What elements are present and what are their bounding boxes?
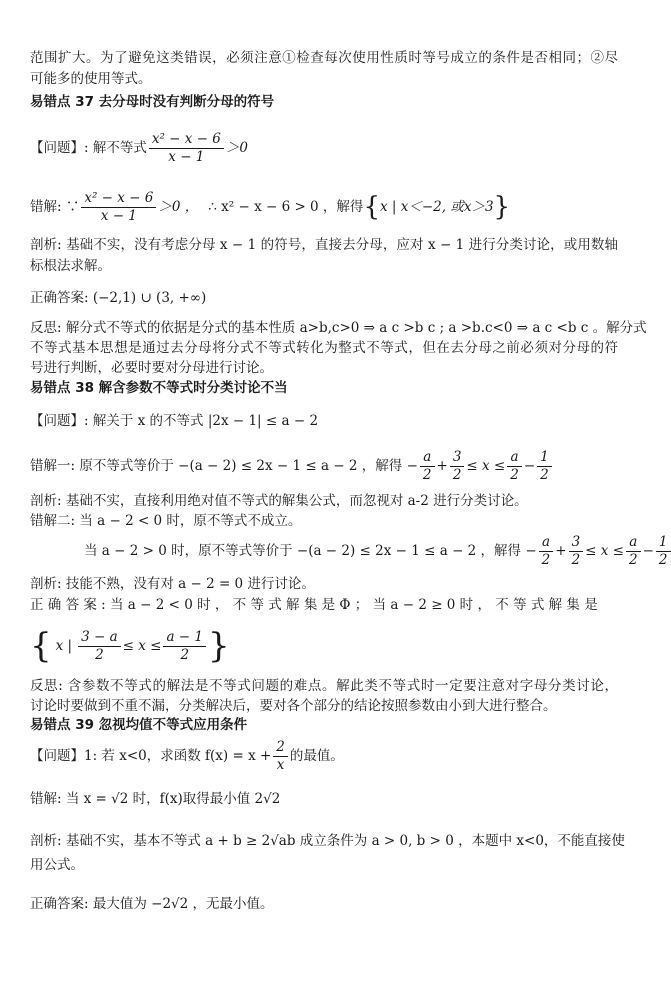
- s37-reflect-line-2: 不等式基本思想是通过去分母将分式不等式转化为整式不等式，但在去分母之前必须对分母的符: [30, 340, 618, 356]
- s37-analysis-line-2: 标根法求解。: [30, 258, 111, 274]
- s38-wrong-1-text: 错解一: 原不等式等价于 −(a − 2) ≤ 2x − 1 ≤ a − 2 ，解得 −: [30, 457, 418, 474]
- frac-denominator: 2: [452, 466, 462, 483]
- section-39-title: 易错点 39 忽视均值不等式应用条件: [30, 717, 248, 733]
- frac-denominator: 2: [541, 551, 551, 568]
- frac-numerator: 3: [569, 534, 584, 552]
- s39-answer: 正确答案: 最大值为 −2√2 ，无最小值。: [30, 896, 274, 912]
- s37-wrong-rest: ∴ x² − x − 6 > 0 ，解得: [208, 198, 364, 215]
- s38-wrong-1: [30, 446, 618, 486]
- s37-problem-relation: ＞0: [225, 139, 248, 156]
- s38-answer-frac-2: [163, 629, 206, 664]
- s38-wrong-2-frac-1: [656, 534, 671, 569]
- s37-wrong-relation: ＞0 ，: [158, 198, 199, 215]
- s38-reflect-line-2: 讨论时要做到不重不漏，分类解决后，要对各个部分的结论按照参数由小到大进行整合。: [30, 698, 557, 714]
- frac-denominator: 2: [658, 551, 668, 568]
- frac-numerator: a: [539, 534, 554, 552]
- s37-wrong: [30, 187, 618, 227]
- s37-problem-label: 【问题】: 解不等式: [30, 139, 147, 156]
- frac-numerator: a − 1: [163, 629, 206, 647]
- frac-denominator: 2: [422, 466, 432, 483]
- frac-numerator: 1: [537, 449, 552, 467]
- s38-problem: 【问题】: 解关于 x 的不等式 |2x − 1| ≤ a − 2: [30, 413, 319, 429]
- frac-denominator: 2: [571, 551, 581, 568]
- s38-wrong-2-line-2: [84, 531, 668, 571]
- s38-answer-set: [30, 623, 618, 669]
- s39-problem-post: 的最值。: [289, 747, 344, 764]
- set-open-brace: {: [30, 626, 52, 666]
- frac-numerator: a: [626, 534, 641, 552]
- set-close-brace: }: [208, 626, 230, 666]
- frac-numerator: 3: [450, 449, 465, 467]
- frac-numerator: a: [507, 449, 522, 467]
- s39-analysis-line-2: 用公式。: [30, 857, 84, 873]
- s38-wrong-1-frac-a: [420, 449, 435, 484]
- frac-numerator: 3 − a: [78, 629, 121, 647]
- frac-numerator: 1: [656, 534, 671, 552]
- frac-numerator: a: [420, 449, 435, 467]
- s38-wrong-1-mid: ≤ x ≤: [466, 457, 506, 474]
- s37-analysis-line-1: 剖析: 基础不实，没有考虑分母 x − 1 的符号，直接去分母，应对 x − 1 进行分类讨论，或用数轴: [30, 237, 618, 253]
- s37-wrong-set-close-brace: }: [493, 192, 511, 222]
- s38-answer-set-prefix: x |: [55, 637, 73, 654]
- s38-wrong-2-line-1: 错解二: 当 a − 2 < 0 时，原不等式不成立。: [30, 513, 302, 529]
- intro-line-2: 可能多的使用等式。: [30, 71, 152, 87]
- s37-wrong-denominator: x − 1: [100, 207, 137, 224]
- minus-sign: −: [642, 542, 654, 559]
- minus-sign: −: [523, 457, 536, 474]
- plus-sign: +: [436, 457, 448, 474]
- section-38-title: 易错点 38 解含参数不等式时分类讨论不当: [30, 380, 288, 396]
- s38-analysis-2: 剖析: 技能不熟，没有对 a − 2 = 0 进行讨论。: [30, 576, 315, 592]
- s39-analysis-line-1: 剖析: 基础不实，基本不等式 a + b ≥ 2√ab 成立条件为 a > 0, b > 0 ，本题中 x<0，不能直接使: [30, 833, 625, 849]
- intro-line-1: 范围扩大。为了避免这类错误，必须注意①检查每次使用性质时等号成立的条件是否相同；②尽: [30, 50, 618, 66]
- s37-problem-denominator: x − 1: [168, 148, 205, 165]
- s38-answer-line-1: 正 确 答 案 : 当 a − 2 < 0 时 ， 不 等 式 解 集 是 Φ ； 当 a − 2 ≥ 0 时 ， 不 等 式 解 集 是: [30, 597, 598, 613]
- frac-denominator: x: [276, 756, 285, 773]
- s38-wrong-2-mid: ≤ x ≤: [585, 542, 624, 559]
- s37-wrong-fraction: [81, 190, 156, 225]
- s38-analysis-1: 剖析: 基础不实，直接利用绝对值不等式的解集公式，而忽视对 a-2 进行分类讨论。: [30, 493, 528, 509]
- s37-answer: 正确答案: (−2,1) ∪ (3, +∞): [30, 290, 207, 306]
- s37-problem-fraction: [149, 131, 224, 166]
- s39-problem-pre: 【问题】1: 若 x<0，求函数 f(x) = x +: [30, 747, 272, 764]
- frac-denominator: 2: [540, 466, 549, 483]
- s39-problem: [30, 736, 618, 776]
- s37-wrong-set: x | x＜−2, 或x＞3: [379, 198, 494, 215]
- s38-wrong-2-frac-3: [569, 534, 584, 569]
- s38-reflect-line-1: 反思: 含参数不等式的解法是不等式问题的难点。解此类不等式时一定要注意对字母分类讨论，: [30, 678, 618, 694]
- s37-problem: [30, 128, 618, 168]
- plus-sign: +: [555, 542, 567, 559]
- frac-denominator: 2: [629, 551, 638, 568]
- s37-problem-numerator: x² − x − 6: [149, 131, 224, 149]
- frac-denominator: 2: [95, 646, 104, 663]
- s38-wrong-1-frac-1: [537, 449, 552, 484]
- s39-wrong: 错解: 当 x = √2 时，f(x)取得最小值 2√2: [30, 791, 281, 807]
- s37-wrong-set-open-brace: {: [363, 192, 380, 222]
- s38-wrong-2-text: 当 a − 2 > 0 时，原不等式等价于 −(a − 2) ≤ 2x − 1 ≤ a − 2 ，解得 −: [84, 542, 537, 559]
- frac-denominator: 2: [180, 646, 190, 663]
- frac-denominator: 2: [510, 466, 519, 483]
- s38-answer-mid: ≤ x ≤: [122, 637, 162, 654]
- s38-wrong-1-frac-3: [450, 449, 465, 484]
- s39-problem-frac: [273, 739, 288, 774]
- s37-wrong-label: 错解: ∵: [30, 198, 80, 215]
- s37-reflect-line-1: 反思: 解分式不等式的依据是分式的基本性质 a>b,c>0 ⇒ a c >b c ; a >b.c<0 ⇒ a c <b c 。解分式: [30, 320, 647, 336]
- s38-answer-frac-1: [78, 629, 121, 664]
- s38-wrong-2-frac-a: [539, 534, 554, 569]
- section-37-title: 易错点 37 去分母时没有判断分母的符号: [30, 94, 275, 110]
- frac-numerator: 2: [273, 739, 288, 757]
- s38-wrong-2-frac-a2: [626, 534, 641, 569]
- s37-reflect-line-3: 号进行判断，必要时要对分母进行讨论。: [30, 360, 273, 376]
- s37-wrong-numerator: x² − x − 6: [81, 190, 156, 208]
- s38-wrong-1-frac-a2: [507, 449, 522, 484]
